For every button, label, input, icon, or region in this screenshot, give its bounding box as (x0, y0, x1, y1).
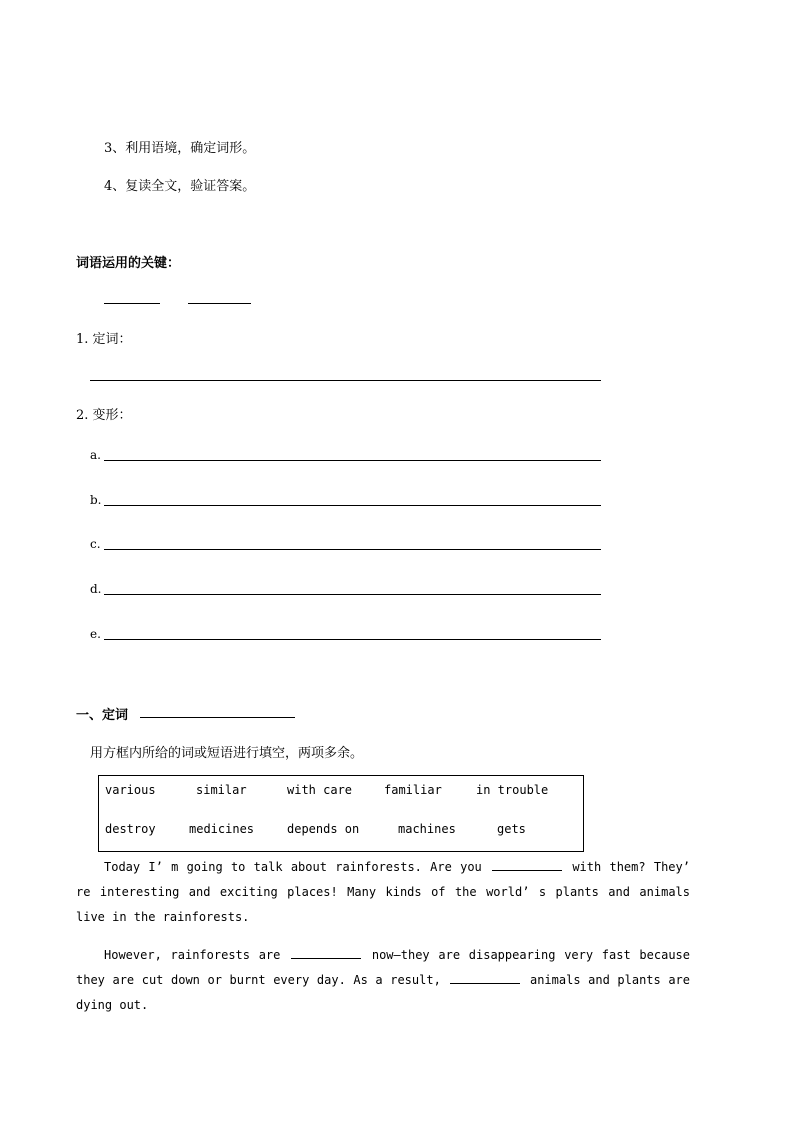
word-option: destroy (105, 822, 156, 836)
sub-item-c-line (104, 549, 601, 550)
word-option: with care (287, 783, 353, 797)
exercise-heading: 一、定词 (76, 708, 129, 723)
sub-item-e-label: e. (90, 627, 101, 641)
sub-item-c-label: c. (90, 537, 101, 551)
word-option: depends on (287, 822, 360, 836)
sub-item-a-line (104, 460, 601, 461)
paragraph-1-part-b: with them? They’ re interesting and exciting places! Many kinds of the world’ s plants and animals live in the rainforests. (76, 860, 690, 924)
paragraph-2-part-c: animals and plants are dying out. (76, 973, 690, 1012)
step-4-text: 4、复读全文，验证答案。 (104, 179, 256, 194)
answer-blank-1[interactable] (492, 858, 562, 871)
word-option: similar (196, 783, 247, 797)
paragraph-2-part-a: However, rainforests are (104, 948, 281, 962)
word-option: familiar (384, 783, 442, 797)
item-1-label: 1. 定词： (76, 332, 132, 347)
exercise-instruction: 用方框内所给的词或短语进行填空，两项多余。 (90, 746, 364, 761)
step-3-text: 3、利用语境，确定词形。 (104, 141, 256, 156)
paragraph-1 (76, 855, 690, 930)
sub-item-e-line (104, 639, 601, 640)
sub-item-d-label: d. (90, 582, 102, 596)
word-option: in trouble (476, 783, 549, 797)
key-blank-2 (188, 303, 251, 304)
item-2-label: 2. 变形： (76, 408, 132, 423)
word-option: gets (497, 822, 526, 836)
item-1-line (90, 380, 601, 381)
word-option: machines (398, 822, 456, 836)
sub-item-b-label: b. (90, 493, 102, 507)
sub-item-b-line (104, 505, 601, 506)
paragraph-2-part-b: now—they are disappearing very fast because they are cut down or burnt every day. As a result, (76, 948, 691, 987)
answer-blank-2[interactable] (291, 946, 361, 959)
sub-item-d-line (104, 594, 601, 595)
word-box (98, 775, 584, 852)
paragraph-2 (76, 943, 690, 1018)
key-blank-1 (104, 303, 160, 304)
answer-blank-3[interactable] (450, 971, 520, 984)
exercise-heading-blank (140, 717, 295, 718)
paragraph-1-part-a: Today I’ m going to talk about rainforests. Are you (104, 860, 482, 874)
sub-item-a-label: a. (90, 448, 101, 462)
word-option: medicines (189, 822, 255, 836)
word-option: various (105, 783, 156, 797)
key-section-heading: 词语运用的关键： (76, 256, 181, 271)
